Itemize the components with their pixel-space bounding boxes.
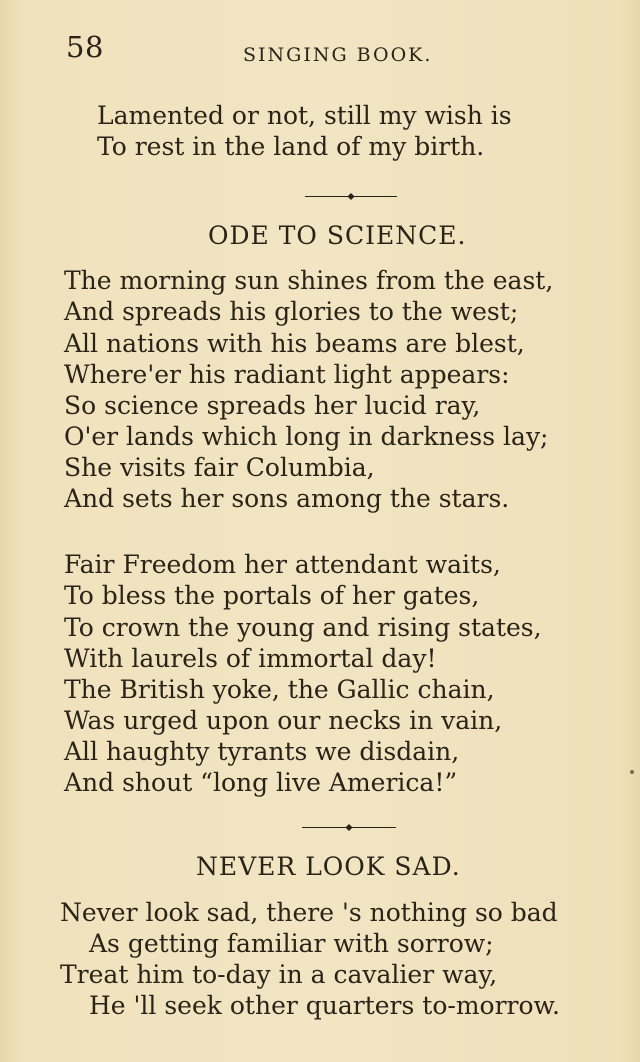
poem-title-never-look-sad: NEVER LOOK SAD. [196, 852, 461, 881]
page-number: 58 [66, 30, 104, 64]
poem-line: O'er lands which long in darkness lay; [64, 422, 549, 451]
poem-line: And sets her sons among the stars. [64, 484, 510, 513]
poem-line: As getting familiar with sorrow; [89, 929, 494, 958]
poem-line: To crown the young and rising states, [64, 613, 542, 642]
verse-line: To rest in the land of my birth. [97, 132, 485, 161]
poem-line: Fair Freedom her attendant waits, [64, 550, 501, 579]
poem-line: And shout “long live America!” [64, 768, 458, 797]
paper-speck [630, 770, 634, 774]
poem-line: He 'll seek other quarters to-morrow. [89, 991, 560, 1020]
poem-line: The morning sun shines from the east, [64, 266, 554, 295]
poem-line: And spreads his glories to the west; [64, 297, 519, 326]
poem-line: Where'er his radiant light appears: [64, 360, 510, 389]
poem-line: Was urged upon our necks in vain, [64, 706, 503, 735]
poem-line: Never look sad, there 's nothing so bad [60, 898, 558, 927]
poem-line: Treat him to-day in a cavalier way, [60, 960, 498, 989]
section-divider [305, 196, 397, 197]
poem-line: She visits fair Columbia, [64, 453, 375, 482]
poem-title-ode-to-science: ODE TO SCIENCE. [208, 221, 467, 250]
poem-line: All nations with his beams are blest, [64, 329, 525, 358]
poem-line: The British yoke, the Gallic chain, [64, 675, 495, 704]
poem-line: All haughty tyrants we disdain, [64, 737, 460, 766]
poem-line: With laurels of immortal day! [64, 644, 437, 673]
verse-line: Lamented or not, still my wish is [97, 101, 512, 130]
running-head: SINGING BOOK. [243, 44, 433, 66]
poem-line: To bless the portals of her gates, [64, 581, 480, 610]
section-divider [302, 827, 396, 828]
poem-line: So science spreads her lucid ray, [64, 391, 481, 420]
